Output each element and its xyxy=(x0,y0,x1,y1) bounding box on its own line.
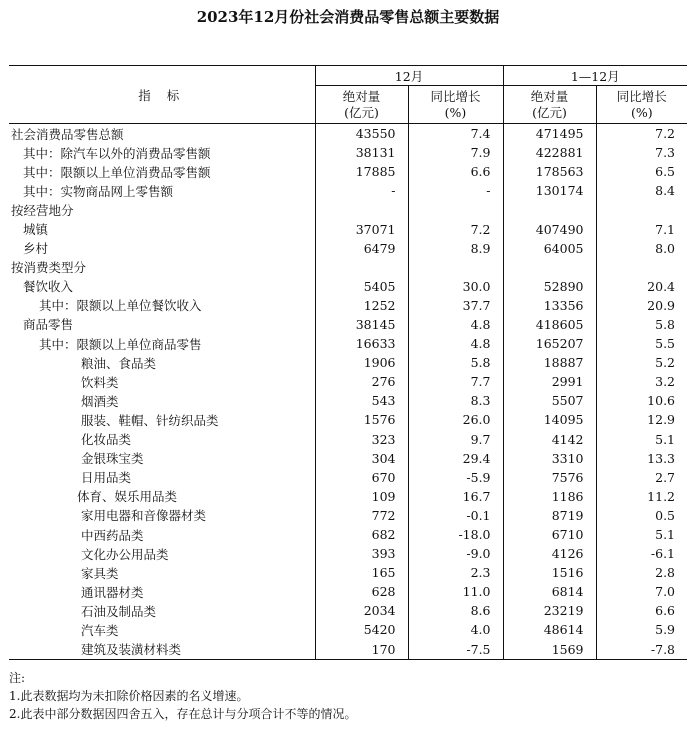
row-label: 烟酒类 xyxy=(9,391,315,410)
row-label: 汽车类 xyxy=(9,620,315,639)
ytd-abs-cell: 23219 xyxy=(503,601,596,620)
ytd-yoy-cell: 5.1 xyxy=(655,431,676,447)
row-label: 文化办公用品类 xyxy=(9,544,315,563)
table-row xyxy=(9,391,687,410)
month-yoy-cell: -9.0 xyxy=(408,544,503,563)
ytd-yoy-cell: 5.9 xyxy=(655,622,676,638)
row-label: 建筑及装潢材料类 xyxy=(9,640,315,660)
month-abs-cell: 170 xyxy=(315,640,408,660)
row-label: 其中：限额以上单位商品零售 xyxy=(9,334,315,353)
ytd-abs-cell: 5507 xyxy=(503,391,596,410)
month-abs-cell: 276 xyxy=(315,372,408,391)
month-abs-cell: 323 xyxy=(315,430,408,449)
ytd-abs-cell: 1516 xyxy=(503,563,596,582)
ytd-abs-cell: 165207 xyxy=(503,334,596,353)
month-yoy-cell: 7.7 xyxy=(408,372,503,391)
ytd-yoy-cell: 8.0 xyxy=(655,240,676,256)
row-label: 按消费类型分 xyxy=(9,258,315,277)
ytd-yoy-cell: -6.1 xyxy=(650,546,676,562)
notes xyxy=(9,669,356,723)
ytd-abs-cell: 64005 xyxy=(503,239,596,258)
table-row xyxy=(9,640,687,660)
note-1: 1.此表数据均为未扣除价格因素的名义增速。 xyxy=(9,689,249,703)
ytd-abs-cell: 6814 xyxy=(503,582,596,601)
ytd-abs-cell: 7576 xyxy=(503,468,596,487)
month-abs-cell: 109 xyxy=(315,487,408,506)
table-row xyxy=(9,410,687,429)
ytd-abs-cell: 18887 xyxy=(503,353,596,372)
ytd-yoy-cell xyxy=(596,200,687,219)
ytd-yoy-cell: 5.2 xyxy=(655,355,676,371)
month-abs-cell xyxy=(315,200,408,219)
row-label: 服装、鞋帽、针纺织品类 xyxy=(9,410,315,429)
table-row xyxy=(9,449,687,468)
month-yoy-cell: 4.0 xyxy=(408,620,503,639)
row-label: 按经营地分 xyxy=(9,200,315,219)
ytd-abs-cell: 407490 xyxy=(503,219,596,238)
ytd-yoy-cell: 11.2 xyxy=(647,488,676,504)
month-abs-cell: 37071 xyxy=(315,219,408,238)
ytd-yoy-cell: 6.5 xyxy=(655,164,676,180)
row-label: 社会消费品零售总额 xyxy=(9,124,315,144)
row-label: 城镇 xyxy=(9,219,315,238)
table-row xyxy=(9,296,687,315)
table-row xyxy=(9,334,687,353)
month-abs-cell: 165 xyxy=(315,563,408,582)
ytd-abs-cell: 14095 xyxy=(503,410,596,429)
table-row xyxy=(9,506,687,525)
ytd-abs-cell xyxy=(503,258,596,277)
month-yoy-cell: 11.0 xyxy=(408,582,503,601)
table-row xyxy=(9,200,687,219)
ytd-yoy-cell: 2.8 xyxy=(655,565,676,581)
row-label: 体育、娱乐用品类 xyxy=(9,487,315,506)
month-yoy-cell: 6.6 xyxy=(408,162,503,181)
ytd-yoy-cell: 7.0 xyxy=(655,584,676,600)
month-yoy-cell xyxy=(408,200,503,219)
month-yoy-cell: -0.1 xyxy=(408,506,503,525)
month-yoy-header: 同比增长 (%) xyxy=(408,86,503,124)
row-label: 其中：限额以上单位消费品零售额 xyxy=(9,162,315,181)
ytd-yoy-cell: 7.2 xyxy=(655,126,676,142)
row-label: 其中：限额以上单位餐饮收入 xyxy=(9,296,315,315)
month-abs-cell: 628 xyxy=(315,582,408,601)
ytd-abs-cell: 48614 xyxy=(503,620,596,639)
month-abs-cell: 543 xyxy=(315,391,408,410)
ytd-yoy-cell xyxy=(596,258,687,277)
month-abs-cell: 17885 xyxy=(315,162,408,181)
ytd-yoy-cell: 10.6 xyxy=(647,393,676,409)
month-abs-cell: 38145 xyxy=(315,315,408,334)
ytd-yoy-cell: 12.9 xyxy=(647,412,676,428)
ytd-yoy-cell: 7.3 xyxy=(655,145,676,161)
month-yoy-cell: 16.7 xyxy=(408,487,503,506)
retail-sales-table xyxy=(9,65,687,660)
row-label: 石油及制品类 xyxy=(9,601,315,620)
ytd-yoy-cell: 8.4 xyxy=(655,183,676,199)
ytd-abs-cell: 6710 xyxy=(503,525,596,544)
ytd-abs-cell: 8719 xyxy=(503,506,596,525)
table-row xyxy=(9,430,687,449)
ytd-abs-cell: 130174 xyxy=(503,181,596,200)
table-row xyxy=(9,544,687,563)
ytd-abs-header: 绝对量 (亿元) xyxy=(503,86,596,124)
table-row xyxy=(9,239,687,258)
month-yoy-cell: - xyxy=(408,181,503,200)
table-body xyxy=(9,124,687,660)
table-row xyxy=(9,277,687,296)
row-label: 其中：实物商品网上零售额 xyxy=(9,181,315,200)
month-abs-cell: 772 xyxy=(315,506,408,525)
month-abs-cell: 5405 xyxy=(315,277,408,296)
month-yoy-cell: 37.7 xyxy=(408,296,503,315)
month-abs-cell: 43550 xyxy=(315,124,408,144)
table-row xyxy=(9,372,687,391)
ytd-abs-cell: 471495 xyxy=(503,124,596,144)
table-row xyxy=(9,258,687,277)
ytd-yoy-cell: 0.5 xyxy=(655,507,676,523)
ytd-abs-cell: 4142 xyxy=(503,430,596,449)
row-label: 家用电器和音像器材类 xyxy=(9,506,315,525)
month-yoy-cell: 4.8 xyxy=(408,315,503,334)
month-yoy-cell: 29.4 xyxy=(408,449,503,468)
month-yoy-cell: 7.2 xyxy=(408,219,503,238)
ytd-abs-cell xyxy=(503,200,596,219)
table-row xyxy=(9,219,687,238)
ytd-yoy-cell: 7.1 xyxy=(655,221,676,237)
row-label: 化妆品类 xyxy=(9,430,315,449)
row-label: 日用品类 xyxy=(9,468,315,487)
notes-heading: 注: xyxy=(9,671,26,685)
table-row xyxy=(9,468,687,487)
row-label: 家具类 xyxy=(9,563,315,582)
row-label: 粮油、食品类 xyxy=(9,353,315,372)
note-2: 2.此表中部分数据因四舍五入，存在总计与分项合计不等的情况。 xyxy=(9,707,357,721)
month-abs-cell: 5420 xyxy=(315,620,408,639)
row-label: 商品零售 xyxy=(9,315,315,334)
ytd-abs-cell: 178563 xyxy=(503,162,596,181)
month-abs-header: 绝对量 (亿元) xyxy=(315,86,408,124)
month-yoy-cell: 26.0 xyxy=(408,410,503,429)
ytd-yoy-cell: 5.1 xyxy=(655,527,676,543)
table-row xyxy=(9,162,687,181)
table-row xyxy=(9,143,687,162)
table-row xyxy=(9,315,687,334)
month-abs-cell: 6479 xyxy=(315,239,408,258)
table-row xyxy=(9,181,687,200)
ytd-abs-cell: 3310 xyxy=(503,449,596,468)
month-yoy-cell xyxy=(408,258,503,277)
month-abs-cell: 1252 xyxy=(315,296,408,315)
ytd-abs-cell: 418605 xyxy=(503,315,596,334)
ytd-yoy-cell: 20.4 xyxy=(647,278,676,294)
month-yoy-cell: -5.9 xyxy=(408,468,503,487)
table-row xyxy=(9,601,687,620)
month-yoy-cell: 9.7 xyxy=(408,430,503,449)
month-abs-cell: 1906 xyxy=(315,353,408,372)
month-yoy-cell: 7.9 xyxy=(408,143,503,162)
ytd-abs-cell: 422881 xyxy=(503,143,596,162)
month-yoy-cell: 7.4 xyxy=(408,124,503,144)
month-abs-cell: 16633 xyxy=(315,334,408,353)
month-abs-cell: 2034 xyxy=(315,601,408,620)
month-abs-cell: - xyxy=(315,181,408,200)
ytd-abs-cell: 2991 xyxy=(503,372,596,391)
month-yoy-cell: 4.8 xyxy=(408,334,503,353)
table-row xyxy=(9,353,687,372)
month-yoy-cell: 30.0 xyxy=(408,277,503,296)
ytd-yoy-cell: 3.2 xyxy=(655,374,676,390)
indicator-header: 指 标 xyxy=(9,66,315,124)
ytd-abs-cell: 13356 xyxy=(503,296,596,315)
month-yoy-cell: 8.9 xyxy=(408,239,503,258)
ytd-group-header: 1—12月 xyxy=(503,66,687,86)
row-label: 中西药品类 xyxy=(9,525,315,544)
month-abs-cell: 38131 xyxy=(315,143,408,162)
month-abs-cell: 670 xyxy=(315,468,408,487)
table-row xyxy=(9,563,687,582)
month-abs-cell: 393 xyxy=(315,544,408,563)
ytd-yoy-cell: 5.8 xyxy=(655,316,676,332)
month-abs-cell: 304 xyxy=(315,449,408,468)
month-yoy-cell: -18.0 xyxy=(408,525,503,544)
row-label: 金银珠宝类 xyxy=(9,449,315,468)
month-abs-cell xyxy=(315,258,408,277)
page-title: 2023年12月份社会消费品零售总额主要数据 xyxy=(196,8,500,26)
month-yoy-cell: 8.6 xyxy=(408,601,503,620)
row-label: 其中：除汽车以外的消费品零售额 xyxy=(9,143,315,162)
ytd-yoy-cell: -7.8 xyxy=(596,640,687,660)
month-abs-cell: 682 xyxy=(315,525,408,544)
table-row xyxy=(9,582,687,601)
table-row xyxy=(9,124,687,144)
ytd-yoy-cell: 6.6 xyxy=(655,603,676,619)
month-group-header: 12月 xyxy=(315,66,503,86)
row-label: 通讯器材类 xyxy=(9,582,315,601)
month-yoy-cell: -7.5 xyxy=(408,640,503,660)
row-label: 餐饮收入 xyxy=(9,277,315,296)
ytd-abs-cell: 1569 xyxy=(503,640,596,660)
ytd-abs-cell: 1186 xyxy=(503,487,596,506)
ytd-yoy-header: 同比增长 (%) xyxy=(596,86,687,124)
ytd-yoy-cell: 5.5 xyxy=(655,336,676,352)
month-yoy-cell: 5.8 xyxy=(408,353,503,372)
table-row xyxy=(9,525,687,544)
month-abs-cell: 1576 xyxy=(315,410,408,429)
table-row xyxy=(9,620,687,639)
ytd-yoy-cell: 20.9 xyxy=(647,297,676,313)
ytd-abs-cell: 4126 xyxy=(503,544,596,563)
month-yoy-cell: 8.3 xyxy=(408,391,503,410)
month-yoy-cell: 2.3 xyxy=(408,563,503,582)
ytd-yoy-cell: 2.7 xyxy=(655,469,676,485)
table-row xyxy=(9,487,687,506)
ytd-abs-cell: 52890 xyxy=(503,277,596,296)
ytd-yoy-cell: 13.3 xyxy=(647,450,676,466)
row-label: 饮料类 xyxy=(9,372,315,391)
row-label: 乡村 xyxy=(9,239,315,258)
